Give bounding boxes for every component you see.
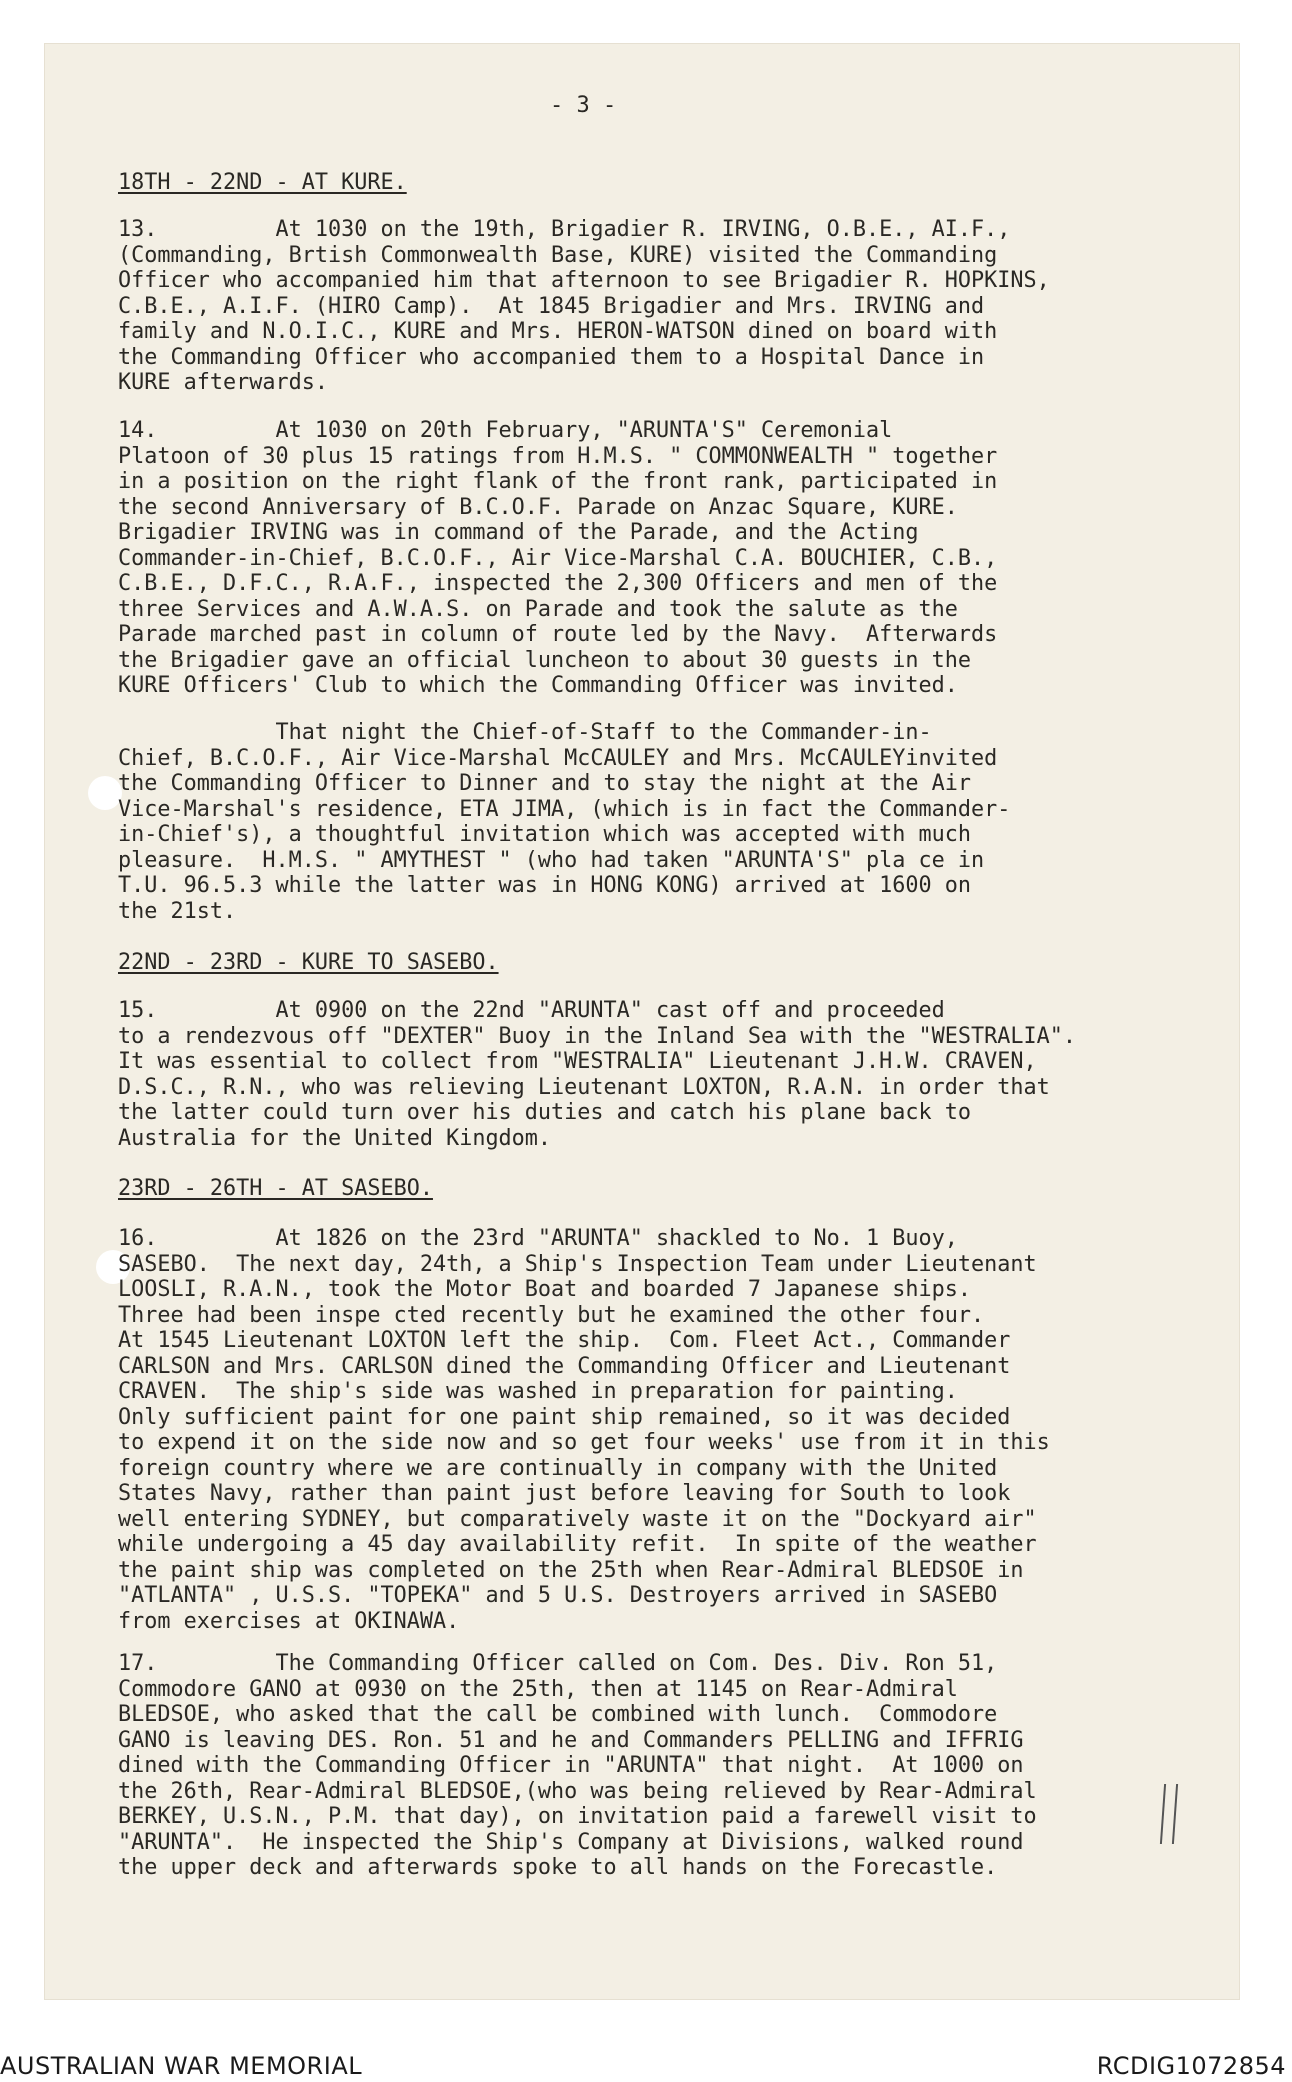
text-line: States Navy, rather than paint just before leaving for South to look bbox=[118, 1481, 1011, 1506]
text-line: 17. The Commanding Officer called on Com. Des. Div. Ron 51, bbox=[118, 1651, 998, 1676]
text-line: Vice-Marshal's residence, ETA JIMA, (which is in fact the Commander- bbox=[118, 796, 1011, 822]
text-line: CRAVEN. The ship's side was washed in preparation for painting. bbox=[118, 1379, 958, 1404]
text-line: Commander-in-Chief, B.C.O.F., Air Vice-Marshal C.A. BOUCHIER, C.B., bbox=[118, 545, 998, 571]
text-line: KURE afterwards. bbox=[118, 370, 328, 395]
paragraph-14 bbox=[118, 418, 1208, 699]
text-line: BERKEY, U.S.N., P.M. that day), on invitation paid a farewell visit to bbox=[118, 1804, 1037, 1829]
text-line: C.B.E., A.I.F. (HIRO Camp). At 1845 Brigadier and Mrs. IRVING and bbox=[118, 293, 985, 319]
text-line: (Commanding, Brtish Commonwealth Base, KURE) visited the Commanding bbox=[118, 242, 998, 268]
text-line: well entering SYDNEY, but comparatively waste it on the "Dockyard air" bbox=[118, 1506, 1037, 1532]
text-line: while undergoing a 45 day availability refit. In spite of the weather bbox=[118, 1532, 1037, 1557]
text-line: pleasure. H.M.S. " AMYTHEST " (who had taken "ARUNTA'S" pla ce in bbox=[118, 847, 985, 873]
section-heading: 22ND - 23RD - KURE TO SASEBO. bbox=[118, 950, 499, 975]
section-heading: 23RD - 26TH - AT SASEBO. bbox=[118, 1176, 433, 1201]
text-line: 14. At 1030 on 20th February, "ARUNTA'S" Ceremonial bbox=[118, 418, 893, 443]
text-line: the 21st. bbox=[118, 898, 237, 924]
text-line: 16. At 1826 on the 23rd "ARUNTA" shackled to No. 1 Buoy, bbox=[118, 1226, 958, 1251]
text-line: three Services and A.W.A.S. on Parade and took the salute as the bbox=[118, 596, 958, 622]
text-line: family and N.O.I.C., KURE and Mrs. HERON-WATSON dined on board with bbox=[118, 319, 998, 344]
text-line: Officer who accompanied him that afternoon to see Brigadier R. HOPKINS, bbox=[118, 268, 1050, 293]
section-heading: 18TH - 22ND - AT KURE. bbox=[118, 170, 407, 195]
footer-institution: AUSTRALIAN WAR MEMORIAL bbox=[0, 2052, 363, 2080]
text-line: from exercises at OKINAWA. bbox=[118, 1608, 460, 1634]
text-line: the 26th, Rear-Admiral BLEDSOE,(who was being relieved by Rear-Admiral bbox=[118, 1778, 1037, 1804]
text-line: to a rendezvous off "DEXTER" Buoy in the Inland Sea with the "WESTRALIA". bbox=[118, 1023, 1076, 1049]
text-line: KURE Officers' Club to which the Commanding Officer was invited. bbox=[118, 673, 958, 698]
punch-hole bbox=[88, 776, 122, 810]
text-line: C.B.E., D.F.C., R.A.F., inspected the 2,300 Officers and men of the bbox=[118, 571, 998, 596]
paragraph-13 bbox=[118, 217, 1208, 396]
text-line: T.U. 96.5.3 while the latter was in HONG KONG) arrived at 1600 on bbox=[118, 873, 971, 898]
text-line: in-Chief's), a thoughtful invitation which was accepted with much bbox=[118, 822, 971, 847]
paragraph-16 bbox=[118, 1226, 1208, 1634]
text-line: the latter could turn over his duties and catch his plane back to bbox=[118, 1100, 971, 1125]
text-line: That night the Chief-of-Staff to the Commander-in- bbox=[118, 720, 932, 745]
text-line: the Commanding Officer who accompanied them to a Hospital Dance in bbox=[118, 344, 985, 370]
text-line: GANO is leaving DES. Ron. 51 and he and Commanders PELLING and IFFRIG bbox=[118, 1727, 1024, 1753]
text-line: Only sufficient paint for one paint ship remained, so it was decided bbox=[118, 1404, 1011, 1430]
text-line: LOOSLI, R.A.N., took the Motor Boat and boarded 7 Japanese ships. bbox=[118, 1277, 971, 1302]
text-line: "ATLANTA" , U.S.S. "TOPEKA" and 5 U.S. Destroyers arrived in SASEBO bbox=[118, 1583, 998, 1608]
text-line: 15. At 0900 on the 22nd "ARUNTA" cast off and proceeded bbox=[118, 998, 945, 1023]
text-line: the second Anniversary of B.C.O.F. Parade on Anzac Square, KURE. bbox=[118, 494, 958, 520]
text-line: "ARUNTA". He inspected the Ship's Company at Divisions, walked round bbox=[118, 1829, 1024, 1855]
text-line: to expend it on the side now and so get four weeks' use from it in this bbox=[118, 1430, 1050, 1455]
page-number: - 3 - bbox=[550, 93, 617, 118]
text-line: Brigadier IRVING was in command of the Parade, and the Acting bbox=[118, 520, 919, 545]
text-line: At 1545 Lieutenant LOXTON left the ship. Com. Fleet Act., Commander bbox=[118, 1328, 1011, 1353]
text-line: CARLSON and Mrs. CARLSON dined the Commanding Officer and Lieutenant bbox=[118, 1353, 1011, 1379]
text-line: the Brigadier gave an official luncheon to about 30 guests in the bbox=[118, 647, 971, 673]
text-line: the Commanding Officer to Dinner and to stay the night at the Air bbox=[118, 771, 971, 796]
text-line: in a position on the right flank of the front rank, participated in bbox=[118, 469, 998, 494]
paragraph-17 bbox=[118, 1651, 1208, 1881]
text-line: Three had been inspe cted recently but he examined the other four. bbox=[118, 1302, 985, 1328]
footer-record-id: RCDIG1072854 bbox=[1096, 2052, 1286, 2080]
text-line: 13. At 1030 on the 19th, Brigadier R. IRVING, O.B.E., AI.F., bbox=[118, 217, 1011, 242]
paragraph-14-continued bbox=[118, 720, 1208, 924]
text-line: the paint ship was completed on the 25th when Rear-Admiral BLEDSOE in bbox=[118, 1557, 1024, 1583]
text-line: SASEBO. The next day, 24th, a Ship's Inspection Team under Lieutenant bbox=[118, 1251, 1037, 1277]
text-line: the upper deck and afterwards spoke to all hands on the Forecastle. bbox=[118, 1855, 998, 1880]
text-line: foreign country where we are continually in company with the United bbox=[118, 1455, 998, 1481]
text-line: BLEDSOE, who asked that the call be combined with lunch. Commodore bbox=[118, 1702, 998, 1727]
text-line: Australia for the United Kingdom. bbox=[118, 1125, 552, 1151]
text-line: dined with the Commanding Officer in "ARUNTA" that night. At 1000 on bbox=[118, 1753, 1024, 1778]
text-line: D.S.C., R.N., who was relieving Lieutenant LOXTON, R.A.N. in order that bbox=[118, 1074, 1050, 1100]
text-line: Parade marched past in column of route led by the Navy. Afterwards bbox=[118, 622, 998, 647]
text-line: Chief, B.C.O.F., Air Vice-Marshal McCAULEY and Mrs. McCAULEYinvited bbox=[118, 745, 998, 771]
paragraph-15 bbox=[118, 998, 1208, 1151]
text-line: Platoon of 30 plus 15 ratings from H.M.S. " COMMONWEALTH " together bbox=[118, 443, 998, 469]
text-line: It was essential to collect from "WESTRALIA" Lieutenant J.H.W. CRAVEN, bbox=[118, 1049, 1037, 1074]
text-line: Commodore GANO at 0930 on the 25th, then at 1145 on Rear-Admiral bbox=[118, 1676, 958, 1702]
